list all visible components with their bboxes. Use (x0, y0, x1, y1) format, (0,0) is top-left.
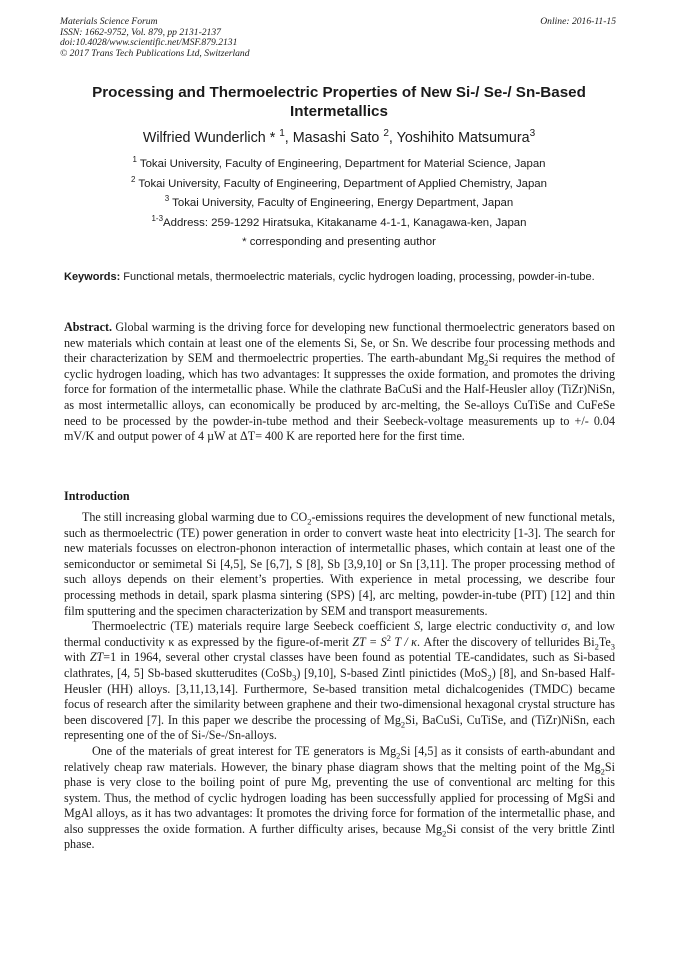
issn-line: ISSN: 1662-9752, Vol. 879, pp 2131-2137 (60, 26, 221, 38)
journal-name: Materials Science Forum (60, 16, 158, 27)
copyright-line: © 2017 Trans Tech Publications Ltd, Switzerland (60, 47, 250, 59)
author-name: Wilfried Wunderlich (142, 130, 266, 146)
author-name: Masashi Sato (292, 130, 380, 146)
keywords-label: Keywords: (64, 271, 121, 283)
affiliation-line: $^2$ Tokai University, Faculty of Engineering, Department of Applied Chemistry, Japan (131, 174, 547, 190)
online-date: Online: 2016-11-15 (540, 16, 616, 27)
affiliation-line: $^1$ Tokai University, Faculty of Engineering, Department for Material Science, Japan (132, 155, 546, 170)
affiliations (62, 155, 616, 253)
corresponding-note: * corresponding and presenting author (242, 236, 436, 248)
introduction-heading: Introduction (64, 489, 130, 503)
author-list: Wilfried Wunderlich * $^1$, Masashi Sato $^2$, Yoshihito Matsumura$^3$ (142, 128, 536, 146)
keywords-text: Functional metals, thermoelectric materials, cyclic hydrogen loading, processing, powder-in-tube. (120, 271, 595, 283)
keywords (64, 270, 615, 286)
paragraph: Thermoelectric (TE) materials require large Seebeck coefficient S, large electric conductivity σ, and low thermal conductivity κ as expressed by the figure-of-merit ZT = $S^2$ T / κ. After the discovery of tellurides $Bi_2Te_3$ with ZT=1 in 1964, several other crystal classes have been found as potential TE-candidates, such as Si-based clathrates, [4, 5] Sb-based skutterudites (CoSb$_3$) [9,10], S-based Zintl pinictides (MoS$_2$) [8], and Sn-based Half-Heusler (HH) alloys. [3,11,13,14]. Furthermore, Se-based transition metal dichalcogenides (TMDC) became focus of research after the similarity between graphene and their two-dimensional hexagonal crystal structure has been discovered [7]. In this paper we describe the processing of $Mg_2Si$, BaCuSi, CuTiSe, and (TiZr)NiSn, each representing one of the of Si-/Se-/Sn-alloys. (64, 619, 615, 743)
abstract: Abstract. Global warming is the driving force for developing new functional thermoelectric generators based on new materials which contain at least one of the elements Si, Se, or Sn. We describe four processing methods and their characterization by SEM and thermoelectric properties. The earth-abundant $Mg_2Si$ requires the method of cyclic hydrogen loading, which has two advantages: It suppresses the oxide formation, and promotes the driving force for formation of the intermetallic phase. While the clathrate BaCuSi and the Half-Heusler alloy (TiZr)NiSn, as most intermetallic alloys, can economically be produced by arc-melting, the Se-alloys CuTiSe and CuFeSe need to be processed by the powder-in-tube method and their Seebeck-voltage measurements up to +/- 0.04 mV/K and output power of 4 µW at ΔT= 400 K are reported here for the first time. (64, 320, 615, 444)
journal-header (60, 17, 616, 59)
author-name: Yoshihito Matsumura (396, 130, 530, 146)
paper-title: Processing and Thermoelectric Properties of New Si-/ Se-/ Sn-Based Intermetallics (92, 84, 586, 120)
affiliation-line: $^{1-3}$Address: 259-1292 Hiratsuka, Kitakaname 4-1-1, Kanagawa-ken, Japan (151, 213, 527, 229)
paragraph: The still increasing global warming due to $CO_2$-emissions requires the development of new functional metals, such as thermoelectric (TE) power generation in order to convert waste heat into electricity [1-3]. The search for new materials focusses on electron-phonon interaction of intermetallic phases, which contain at least one of the semiconductor or semimetal Si [4,5], Se [6,7], S [8], Sb [3,9,10] or Sn [3,11]. The proper processing method of such alloys depends on their element’s properties. With experience in metal processing, we describe four processing methods in detail, spark plasma sintering (SPS) [4], arc melting, powder-in-tube (PIT) [12] and thin film sputtering and the specimen characterization by SEM and transport measurements. (64, 510, 615, 618)
abstract-label: Abstract. (64, 320, 113, 334)
affiliation-line: $^3$ Tokai University, Faculty of Engineering, Energy Department, Japan (164, 194, 514, 209)
paragraph: One of the materials of great interest for TE generators is $Mg_2Si$ [4,5] as it consists of earth-abundant and relatively cheap raw materials. However, the binary phase diagram shows that the melting point of the $Mg_2Si$ phase is very close to the boiling point of pure Mg, preventing the use of conventional arc melting for this system. Thus, the method of cyclic hydrogen loading has been successfully applied for processing of MgSi and MgAl alloys, as it has two advantages: It promotes the driving force for formation of the intermetallic phase, and also suppresses the oxide formation. A further difficulty arises, because $Mg_2Si$ consist of the very brittle Zintl phase. (64, 743, 615, 852)
doi-line: doi:10.4028/www.scientific.net/MSF.879.2131 (60, 37, 238, 49)
introduction-body (64, 510, 615, 853)
